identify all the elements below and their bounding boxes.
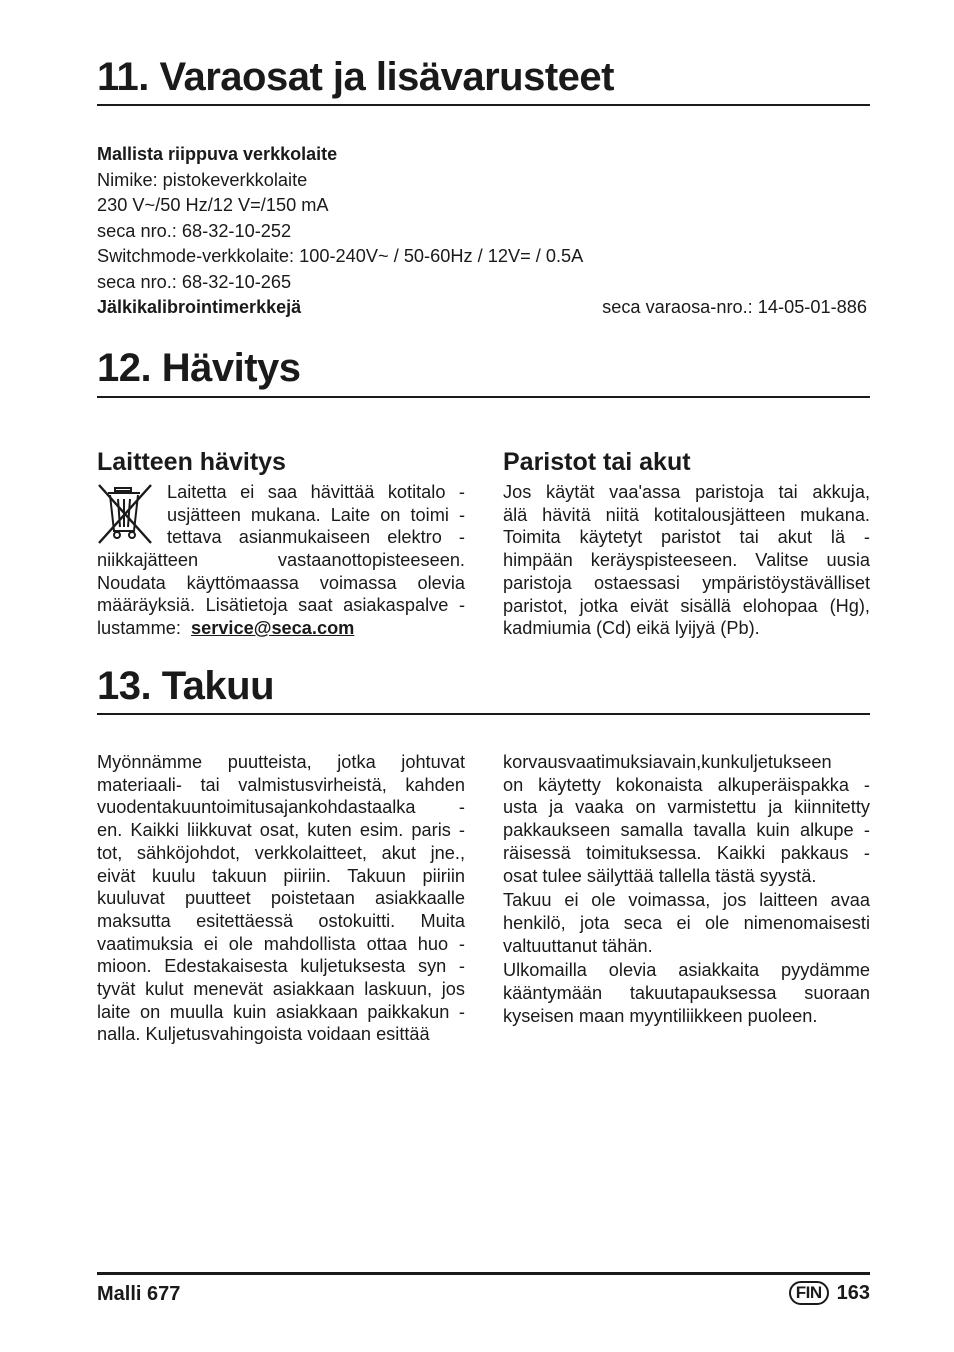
warranty-paragraph-1: [503, 751, 870, 887]
disposal-line: määräyksiä. Lisätietoja saat asiakaspalve -: [97, 595, 465, 616]
disposal-line: tettava asianmukaiseen elektro -: [167, 527, 465, 548]
page-number: 163: [836, 1281, 870, 1304]
spare-line: seca nro.: 68-32-10-265: [97, 271, 292, 292]
warranty-line: Ulkomailla olevia asiakkaita pyydämme: [503, 960, 870, 981]
warranty-right-column: [503, 751, 870, 1027]
disposal-contact-prefix: lustamme:: [97, 618, 181, 639]
disposal-line: Noudata käyttömaassa voimassa olevia: [97, 572, 465, 593]
batteries-line: Jos käytät vaa'assa paristoja tai akkuja,: [503, 482, 870, 502]
warranty-line: tot, sähköjohdot, verkkolaitteet, akut jne.,: [97, 842, 465, 863]
batteries-line: Toimita käytetyt paristot tai akut lä -: [503, 527, 870, 548]
spare-parts-block: [97, 142, 870, 321]
batteries-heading: Paristot tai akut: [503, 448, 691, 476]
warranty-line: osat tulee säilyttää tallella tästä syystä.: [503, 865, 817, 886]
disposal-line: niikkajätteen vastaanottopisteeseen.: [97, 550, 465, 570]
calibration-label: Jälkikalibrointimerkkejä: [97, 297, 302, 317]
spare-line: 230 V~/50 Hz/12 V=/150 mA: [97, 195, 329, 215]
batteries-line: paristoja ostaessasi ympäristöystävälliset: [503, 572, 870, 593]
disposal-contact-line: [97, 617, 465, 640]
warranty-line: valtuuttanut tähän.: [503, 935, 653, 956]
section-12-title: 12. Hävitys: [97, 346, 301, 390]
batteries-line: kadmiumia (Cd) eikä lyijyä (Pb).: [503, 618, 760, 639]
warranty-line: pakkaukseen samalla tavalla kuin alkupe -: [503, 820, 870, 841]
disposal-line: usjätteen mukana. Laite on toimi -: [167, 504, 465, 525]
warranty-line: henkilö, jota seca ei ole nimenomaisesti: [503, 912, 870, 933]
warranty-line: Takuu ei ole voimassa, jos laitteen avaa: [503, 890, 870, 911]
spare-line: Nimike: pistokeverkkolaite: [97, 169, 308, 190]
device-disposal-heading: Laitteen hävitys: [97, 448, 286, 476]
footer-page-info: [789, 1281, 870, 1305]
disposal-icon-text: [167, 481, 465, 549]
footer-rule: [97, 1272, 870, 1275]
weee-crossed-bin-icon: [96, 483, 154, 545]
warranty-line: vaatimuksia ei ole mahdollista ottaa huo -: [97, 933, 465, 954]
language-badge: FIN: [789, 1281, 829, 1305]
warranty-line: on käytetty kokonaista alkuperäispakka -: [503, 774, 870, 795]
warranty-line: kääntymään takuutapauksessa suoraan: [503, 983, 870, 1004]
disposal-body-text: [97, 549, 465, 640]
warranty-line: Myönnämme puutteista, jotka johtuvat: [97, 752, 465, 772]
warranty-line: en. Kaikki liikkuvat osat, kuten esim. paris -: [97, 820, 465, 841]
warranty-line: vuodentakuuntoimitusajankohdastaalka -: [97, 797, 465, 818]
spare-line: Switchmode-verkkolaite: 100-240V~ / 50-60Hz / 12V= / 0.5A: [97, 246, 584, 266]
warranty-line: kyseisen maan myyntiliikkeen puoleen.: [503, 1005, 818, 1026]
warranty-line: mioon. Edestakaisesta kuljetuksesta syn -: [97, 956, 465, 977]
warranty-left-column: [97, 751, 465, 1046]
warranty-line: maksutta esitettäessä ostokuitti. Muita: [97, 910, 465, 931]
batteries-line: paristot, jotka eivät sisällä elohopaa (Hg),: [503, 595, 870, 616]
disposal-line: Laitetta ei saa hävittää kotitalo -: [167, 482, 465, 502]
warranty-paragraph-3: [503, 959, 870, 1027]
warranty-line: eivät kuulu takuun piiriin. Takuun piiriin: [97, 865, 465, 886]
warranty-line: räisessä toimituksessa. Kaikki pakkaus -: [503, 842, 870, 863]
warranty-line: materiaali- tai valmistusvirheistä, kahden: [97, 774, 465, 795]
section-13-title: 13. Takuu: [97, 664, 275, 708]
calibration-row: [97, 295, 870, 321]
warranty-line: nalla. Kuljetusvahingoista voidaan esittää: [97, 1024, 430, 1045]
warranty-line: tyvät kulut menevät asiakkaan laskuun, jos: [97, 979, 465, 1000]
section-11-title: 11. Varaosat ja lisävarusteet: [97, 55, 614, 99]
batteries-line: himpään keräyspisteeseen. Valitse uusia: [503, 550, 870, 571]
footer-model: Malli 677: [97, 1283, 181, 1305]
section-12-rule: [97, 396, 870, 398]
section-11-rule: [97, 104, 870, 106]
warranty-paragraph-2: [503, 889, 870, 957]
section-13-rule: [97, 713, 870, 715]
batteries-body-text: [503, 481, 870, 640]
service-email-link[interactable]: service@seca.com: [191, 618, 355, 639]
warranty-line: korvausvaatimuksiavain,kunkuljetukseen: [503, 752, 832, 772]
power-adapter-subhead: Mallista riippuva verkkolaite: [97, 144, 338, 164]
spare-line: seca nro.: 68-32-10-252: [97, 220, 292, 241]
warranty-line: kuuluvat puutteet poistetaan asiakkaalle: [97, 888, 465, 909]
calibration-part-number: seca varaosa-nro.: 14-05-01-886: [602, 297, 867, 317]
batteries-line: älä hävitä niitä kotitalousjätteen mukana.: [503, 504, 870, 525]
warranty-line: usta ja vaaka on varmistettu ja kiinnitetty: [503, 797, 870, 818]
warranty-line: laite on muulla kuin asiakkaan paikkakun -: [97, 1001, 465, 1022]
